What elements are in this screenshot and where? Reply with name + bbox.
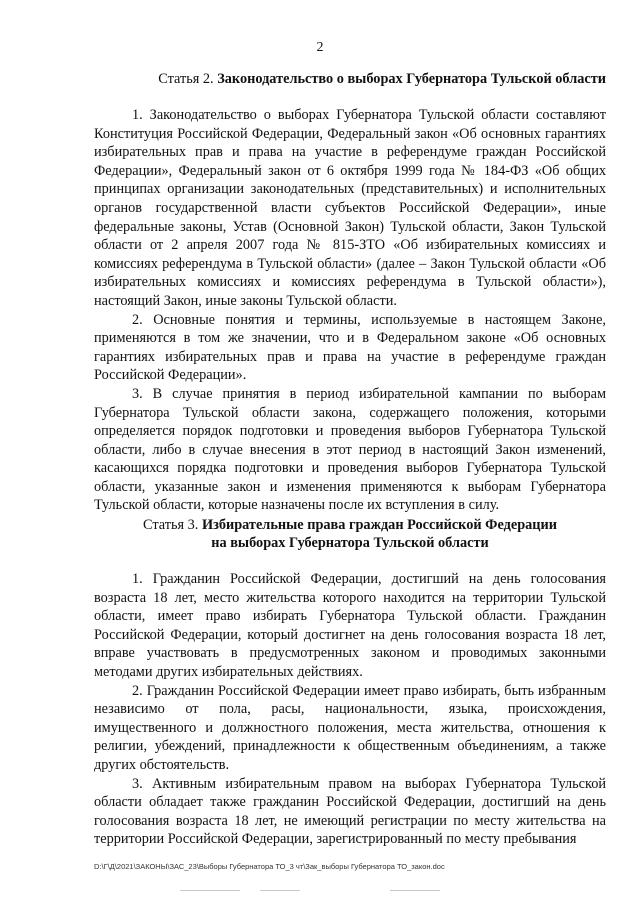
- article-2-paragraph-2: 2. Основные понятия и термины, используемые в настоящем Законе, применяются в том же значении, что и в Федеральном законе «Об основных гарантиях избирательных прав и права на участие в референдуме граждан Российской Федерации».: [94, 311, 606, 384]
- article-3-title-line-2: на выборах Губернатора Тульской области: [211, 535, 489, 551]
- article-2-body: [94, 106, 606, 515]
- scan-artifact: [260, 890, 300, 891]
- article-2-title: Законодательство о выборах Губернатора Тульской области: [217, 71, 606, 87]
- article-3-heading: [94, 516, 606, 552]
- scan-artifact: [390, 890, 440, 891]
- article-2-heading: [94, 70, 606, 88]
- file-path-footer: D:\Г\Д\2021\ЗАКОНЫ\ЗАС_23\Выборы Губернатора ТО_3 чт\Зак_выборы Губернатора ТО_закон.doc: [94, 862, 445, 871]
- scan-artifact: [180, 890, 240, 891]
- article-3-title-line-1: Избирательные права граждан Российской Федерации: [201, 517, 558, 533]
- article-3-paragraph-3: 3. Активным избирательным правом на выборах Губернатора Тульской области обладает также гражданин Российской Федерации, достигший на день голосования возраста 18 лет, не имеющий регистрации по месту жительства на территории Российской Федерации, зарегистрированный по месту пребывания: [94, 775, 606, 848]
- article-2-paragraph-1: 1. Законодательство о выборах Губернатора Тульской области составляют Конституция Российской Федерации, Федеральный закон «Об основных гарантиях избирательных прав и права на участие в референдуме граждан Российской Федерации», Федеральный закон от 6 октября 1999 года № 184-ФЗ «Об общих принципах организации законодательных (представительных) и исполнительных органов государственной власти субъектов Российской Федерации», иные федеральные законы, Устав (Основной Закон) Тульской области, Закон Тульской области от 2 апреля 2007 года № 815-ЗТО «Об избирательных комиссиях и комиссиях референдума в Тульской области» (далее – Закон Тульской области «Об избирательных комиссиях и комиссиях референдума в Тульской области»), настоящий Закон, иные законы Тульской области.: [94, 107, 606, 309]
- page-number: 2: [316, 40, 324, 55]
- article-2-number: Статья 2.: [158, 71, 214, 87]
- article-2-paragraph-3: 3. В случае принятия в период избирательной кампании по выборам Губернатора Тульской области закона, содержащего положения, которыми определяется порядок подготовки и проведения выборов Губернатора Тульской области, либо в случае внесения в этот период в настоящий Закон изменений, касающихся порядка подготовки и проведения выборов Губернатора Тульской области, указанные закон и изменения применяются к выборам Губернатора Тульской области, которые назначены после их вступления в силу.: [94, 385, 606, 514]
- article-3-number: Статья 3.: [142, 517, 199, 533]
- article-3-paragraph-1: 1. Гражданин Российской Федерации, достигший на день голосования возраста 18 лет, место жительства которого находится на территории Тульской области, имеет право избирать Губернатора Тульской области. Гражданин Российской Федерации, который достигнет на день голосования возраста 18 лет, вправе участвовать в предусмотренных законом и проводимых законными методами других избирательных действиях.: [94, 571, 606, 680]
- article-3-body: [94, 570, 606, 849]
- article-3-paragraph-2: 2. Гражданин Российской Федерации имеет право избирать, быть избранным независимо от пола, расы, национальности, языка, происхождения, имущественного и должностного положения, места жительства, отношения к религии, убеждений, принадлежности к общественным объединениям, а также других обстоятельств.: [94, 682, 606, 773]
